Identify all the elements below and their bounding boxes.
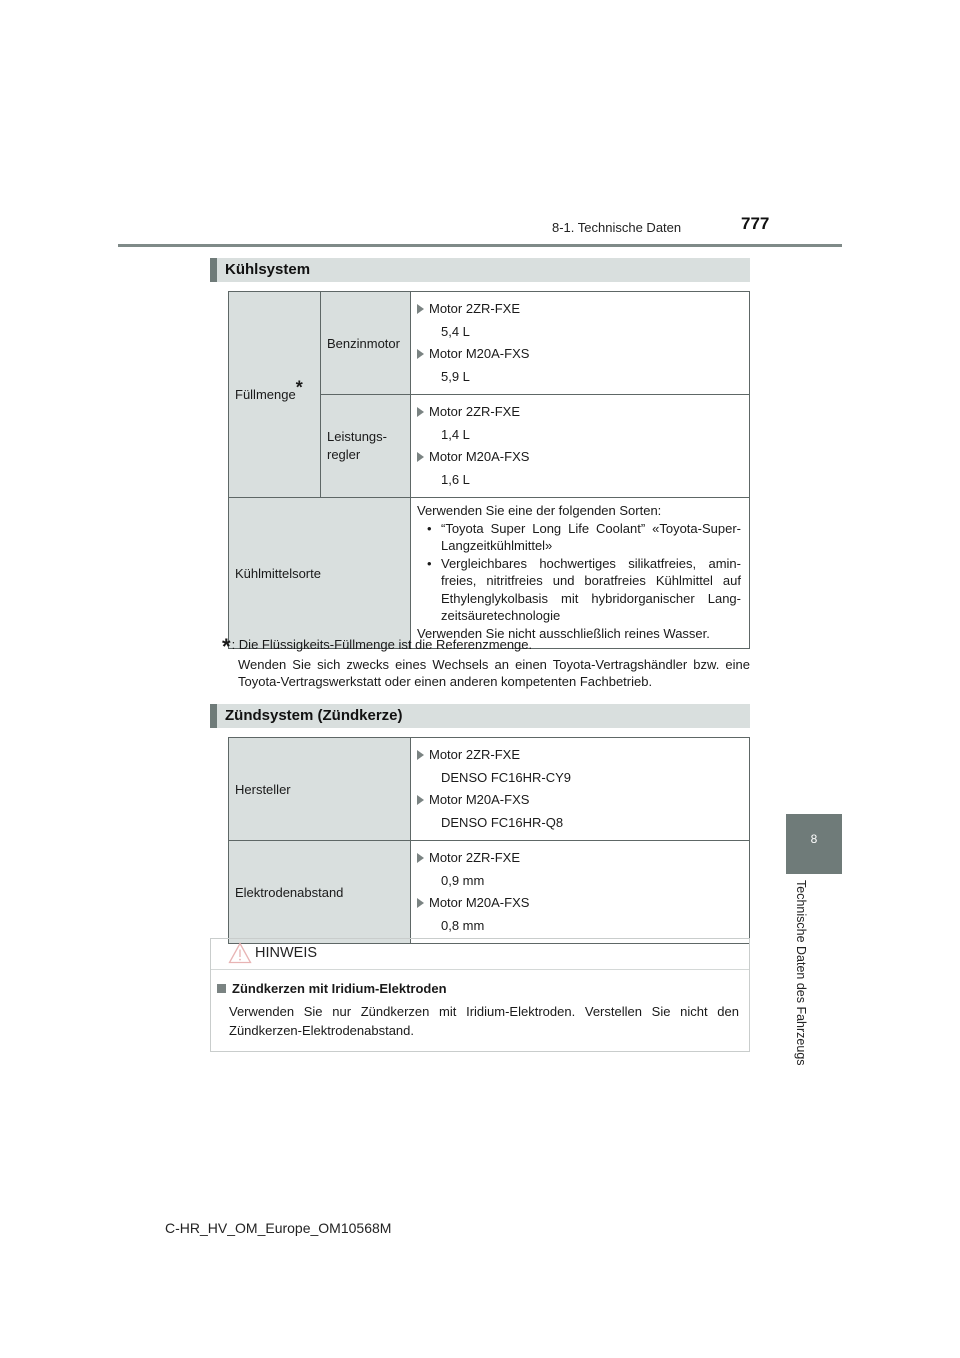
triangle-bullet-icon <box>417 853 424 863</box>
power-controller-values <box>411 395 750 498</box>
value-text: 1,6 L <box>441 471 470 487</box>
triangle-bullet-icon <box>417 407 424 417</box>
cooling-spec-table <box>228 291 750 649</box>
coolant-outro: Verwenden Sie nicht ausschließlich reines Wasser. <box>417 625 710 641</box>
notice-body <box>211 970 749 1040</box>
header-rule <box>118 244 842 247</box>
value-text: 1,4 L <box>441 426 470 442</box>
list-item: Motor M20A-FXS <box>417 343 741 366</box>
square-bullet-icon <box>217 984 226 993</box>
section-heading-cooling: Kühlsystem <box>210 258 750 282</box>
fill-amount-label: Füllmenge* <box>229 292 321 498</box>
page-number: 777 <box>741 214 770 233</box>
chapter-title-vertical: Technische Daten des Fahrzeugs <box>794 880 808 1066</box>
footnote-line1: : Die Flüssigkeits-Füllmenge ist die Referenzmenge. <box>231 637 533 652</box>
footnote-line2: Wenden Sie sich zwecks eines Wechsels an einen Toyota-Vertragshändler bzw. eine Toyota-Vertragswerkstatt oder einen anderen kompetenten Fachbetrieb. <box>238 656 750 689</box>
coolant-type-values <box>411 498 750 649</box>
warning-triangle-icon <box>228 942 252 964</box>
table-row <box>229 498 750 649</box>
notice-header <box>211 939 749 970</box>
list-item: Motor M20A-FXS <box>417 446 741 469</box>
triangle-bullet-icon <box>417 349 424 359</box>
coolant-intro: Verwenden Sie eine der folgenden Sorten: <box>417 503 662 518</box>
value-text: DENSO FC16HR-Q8 <box>441 814 564 830</box>
notice-item-text: Verwenden Sie nur Zündkerzen mit Iridium-Elektroden. Verstellen Sie nicht den Zündkerzen-Elektrodenabstand. <box>229 1004 739 1038</box>
petrol-engine-values <box>411 292 750 395</box>
notice-box <box>210 938 750 1052</box>
electrode-gap-values <box>411 841 750 944</box>
list-item: • “Toyota Super Long Life Coolant” «Toyota-Super-Langzeitkühlmittel» <box>427 520 741 553</box>
footnote <box>222 636 750 691</box>
row-label-petrol-engine: Benzinmotor <box>321 292 411 395</box>
value-text: 5,4 L <box>441 323 470 339</box>
notice-item-title: Zündkerzen mit Iridium-Elektroden <box>217 980 739 998</box>
list-item: Motor 2ZR-FXE <box>417 401 741 424</box>
table-row <box>229 841 750 944</box>
manufacturer-label: Hersteller <box>229 738 411 841</box>
ignition-spec-table <box>228 737 750 944</box>
value-text: 5,9 L <box>441 368 470 384</box>
triangle-bullet-icon <box>417 795 424 805</box>
value-text: 0,9 mm <box>441 872 485 888</box>
list-item: Motor M20A-FXS <box>417 892 741 915</box>
table-row <box>229 292 750 395</box>
chapter-tab <box>786 814 842 874</box>
list-item: • Vergleichbares hochwertiges silikatfreies, amin-freies, nitritfreies und boratfreies Kühlmittel auf Ethylenglykolbasis mit hybridorganischer Lang-zeitsäuretechnologie <box>427 555 741 623</box>
footnote-marker: * <box>222 634 231 659</box>
list-item: Motor M20A-FXS <box>417 789 741 812</box>
value-text: DENSO FC16HR-CY9 <box>441 769 572 785</box>
running-header-section: 8-1. Technische Daten <box>552 220 682 235</box>
row-label-power-controller: Leistungs- regler <box>321 395 411 498</box>
triangle-bullet-icon <box>417 898 424 908</box>
list-item: Motor 2ZR-FXE <box>417 298 741 321</box>
notice-title: HINWEIS <box>255 945 318 961</box>
manufacturer-values <box>411 738 750 841</box>
chapter-number: 8 <box>810 832 818 846</box>
section-heading-ignition: Zündsystem (Zündkerze) <box>210 704 750 728</box>
value-text: 0,8 mm <box>441 917 485 933</box>
coolant-type-label: Kühlmittelsorte <box>229 498 411 649</box>
document-id-footer: C-HR_HV_OM_Europe_OM10568M <box>165 1220 392 1236</box>
electrode-gap-label: Elektrodenabstand <box>229 841 411 944</box>
triangle-bullet-icon <box>417 750 424 760</box>
triangle-bullet-icon <box>417 452 424 462</box>
list-item: Motor 2ZR-FXE <box>417 847 741 870</box>
list-item: Motor 2ZR-FXE <box>417 744 741 767</box>
table-row <box>229 738 750 841</box>
triangle-bullet-icon <box>417 304 424 314</box>
